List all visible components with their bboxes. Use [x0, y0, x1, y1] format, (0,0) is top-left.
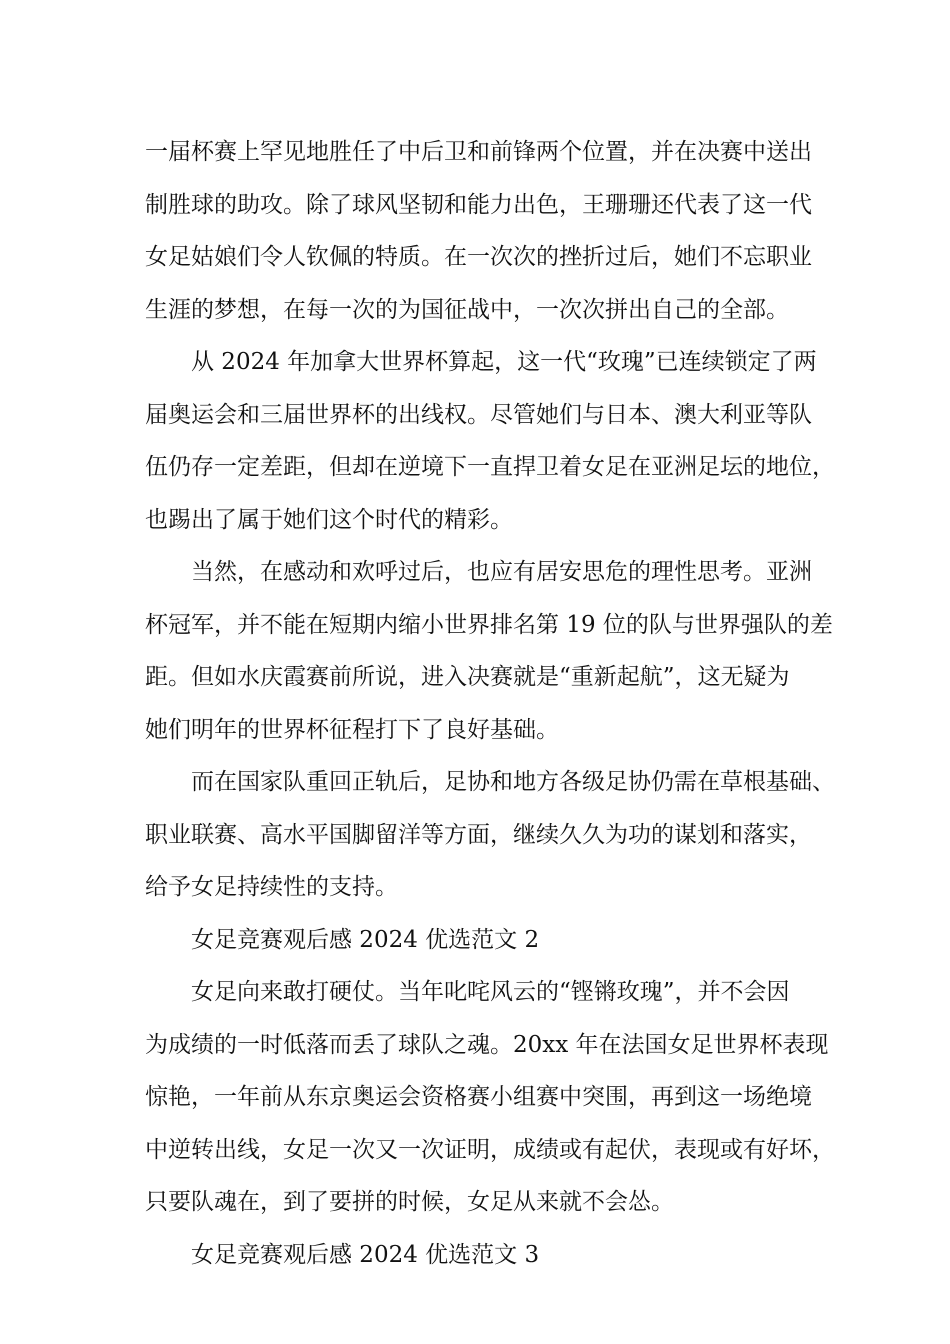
text-line: 为成绩的一时低落而丢了球队之魂。20xx 年在法国女足世界杯表现 [145, 1031, 829, 1058]
text-line: 给予女足持续性的支持。 [145, 874, 398, 900]
text-line: 女足向来敢打硬仗。当年叱咤风云的“铿锵玫瑰”，并不会因 [191, 979, 790, 1005]
text-line: 而在国家队重回正轨后，足协和地方各级足协仍需在草根基础、 [191, 769, 835, 795]
text-line: 女足姑娘们令人钦佩的特质。在一次次的挫折过后，她们不忘职业 [145, 244, 812, 270]
text-line: 伍仍存一定差距，但却在逆境下一直捍卫着女足在亚洲足坛的地位， [145, 454, 835, 480]
text-line: 惊艳，一年前从东京奥运会资格赛小组赛中突围，再到这一场绝境 [145, 1084, 812, 1110]
text-line: 杯冠军，并不能在短期内缩小世界排名第 19 位的队与世界强队的差 [145, 611, 833, 638]
text-line: 从 2024 年加拿大世界杯算起，这一代“玫瑰”已连续锁定了两 [191, 349, 817, 375]
text-line: 距。但如水庆霞赛前所说，进入决赛就是“重新起航”，这无疑为 [145, 664, 790, 690]
text-line: 她们明年的世界杯征程打下了良好基础。 [145, 716, 559, 743]
paragraph-4 [145, 756, 835, 914]
text-line: 中逆转出线，女足一次又一次证明，成绩或有起伏，表现或有好坏， [145, 1136, 835, 1163]
section-heading-2: 女足竞赛观后感 2024 优选范文 2 [191, 926, 540, 953]
text-line: 一届杯赛上罕见地胜任了中后卫和前锋两个位置，并在决赛中送出 [145, 139, 812, 165]
text-line: 也踢出了属于她们这个时代的精彩。 [145, 506, 513, 533]
text-line: 只要队魂在，到了要拼的时候，女足从来就不会怂。 [145, 1189, 674, 1215]
document-body [145, 126, 835, 1281]
paragraph-3 [145, 546, 833, 756]
text-line: 当然，在感动和欢呼过后，也应有居安思危的理性思考。亚洲 [191, 559, 812, 585]
text-line: 届奥运会和三届世界杯的出线权。尽管她们与日本、澳大利亚等队 [145, 401, 812, 428]
paragraph-1 [145, 126, 825, 336]
section-heading-3: 女足竞赛观后感 2024 优选范文 3 [191, 1241, 540, 1268]
text-line: 制胜球的助攻。除了球风坚韧和能力出色，王珊珊还代表了这一代 [145, 191, 812, 218]
text-line: 职业联赛、高水平国脚留洋等方面，继续久久为功的谋划和落实， [145, 821, 812, 848]
paragraph-5 [145, 966, 835, 1229]
text-line: 生涯的梦想，在每一次的为国征战中，一次次拼出自己的全部。 [145, 296, 789, 323]
paragraph-2 [145, 336, 835, 546]
